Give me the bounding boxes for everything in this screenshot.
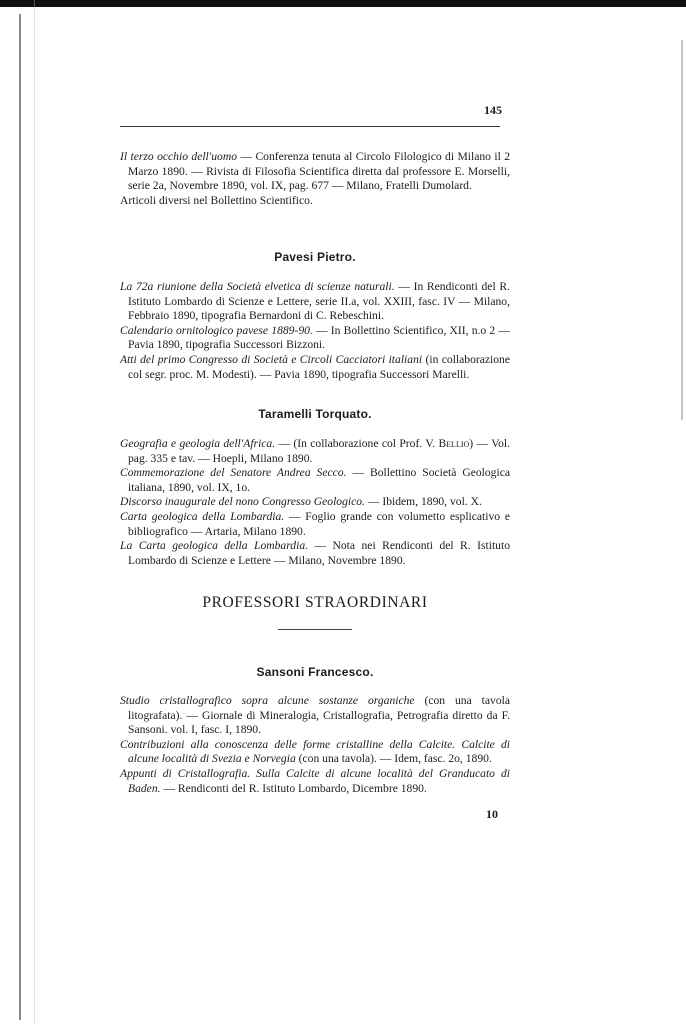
bibliography-taramelli (120, 437, 510, 568)
bibliography-entry: Studio cristallografico sopra alcune sostanze organiche (con una tavola litografata). — Giornale di Mineralogia, Cristallografia, Petrografia diretto da F. Sansoni. vol. I, fasc. I, 1890. (120, 694, 510, 737)
page-number: 145 (484, 103, 502, 117)
author-heading-taramelli: Taramelli Torquato. (258, 407, 372, 421)
section-heading: PROFESSORI STRAORDINARI (202, 594, 428, 611)
scan-binding-edge (19, 14, 21, 1020)
bibliography-entry: Commemorazione del Senatore Andrea Secco. — Bollettino Società Geologica italiana, 1890, vol. IX, 1o. (120, 466, 510, 494)
bibliography-entry: Atti del primo Congresso di Società e Circoli Cacciatori italiani (in collaborazione col segr. proc. M. Modesti). — Pavia 1890, tipografia Successori Marelli. (120, 352, 510, 381)
scan-top-edge (0, 0, 686, 7)
section-rule (278, 629, 352, 630)
scan-right-edge (681, 40, 683, 420)
bibliography-entry: Appunti di Cristallografia. Sulla Calcite di alcune località del Granducato di Baden. — Rendiconti del R. Istituto Lombardo, Dicembre 1890. (120, 766, 510, 795)
author-heading-sansoni: Sansoni Francesco. (256, 665, 374, 679)
bibliography-continued (120, 150, 510, 208)
bibliography-entry: Contribuzioni alla conoscenza delle forme cristalline della Calcite. Calcite di alcune località di Svezia e Norvegia (con una tavola). — Idem, fasc. 2o, 1890. (120, 737, 510, 766)
scan-margin-shadow (34, 0, 35, 1024)
bibliography-entry: Calendario ornitologico pavese 1889-90. — In Bollettino Scientifico, XII, n.o 2 — Pavia 1890, tipografia Successori Bizzoni. (120, 323, 510, 352)
bibliography-entry: Il terzo occhio dell'uomo — Conferenza tenuta al Circolo Filologico di Milano il 2 Marzo 1890. — Rivista di Filosofia Scientifica diretta dal professore E. Morselli, serie 2a, Novembre 1890, vol. IX, pag. 677 — Milano, Fratelli Dumolard. (120, 150, 511, 193)
author-heading-pavesi: Pavesi Pietro. (274, 250, 356, 264)
bibliography-entry: La 72a riunione della Società elvetica di scienze naturali. — In Rendiconti del R. Istituto Lombardo di Scienze e Lettere, serie II.a, vol. XXIII, fasc. IV — Milano, Febbraio 1890, tipografia Bernardoni di C. Rebeschini. (120, 280, 510, 323)
bibliography-note: Articoli diversi nel Bollettino Scientifico. (120, 193, 313, 207)
bibliography-pavesi (120, 280, 510, 382)
bibliography-entry: Geografia e geologia dell'Africa. — (In collaborazione col Prof. V. Bellio) — Vol. pag. 335 e tav. — Hoepli, Milano 1890. (120, 437, 510, 465)
bibliography-entry: Discorso inaugurale del nono Congresso Geologico. — Ibidem, 1890, vol. X. (120, 495, 482, 509)
bibliography-sansoni (120, 694, 510, 796)
header-rule (120, 126, 500, 127)
bibliography-entry: Carta geologica della Lombardia. — Foglio grande con volumetto esplicativo e bibliografico — Artaria, Milano 1890. (120, 509, 510, 538)
bibliography-entry: La Carta geologica della Lombardia. — Nota nei Rendiconti del R. Istituto Lombardo di Scienze e Lettere — Milano, Novembre 1890. (120, 539, 510, 567)
printer-signature: 10 (486, 807, 498, 821)
